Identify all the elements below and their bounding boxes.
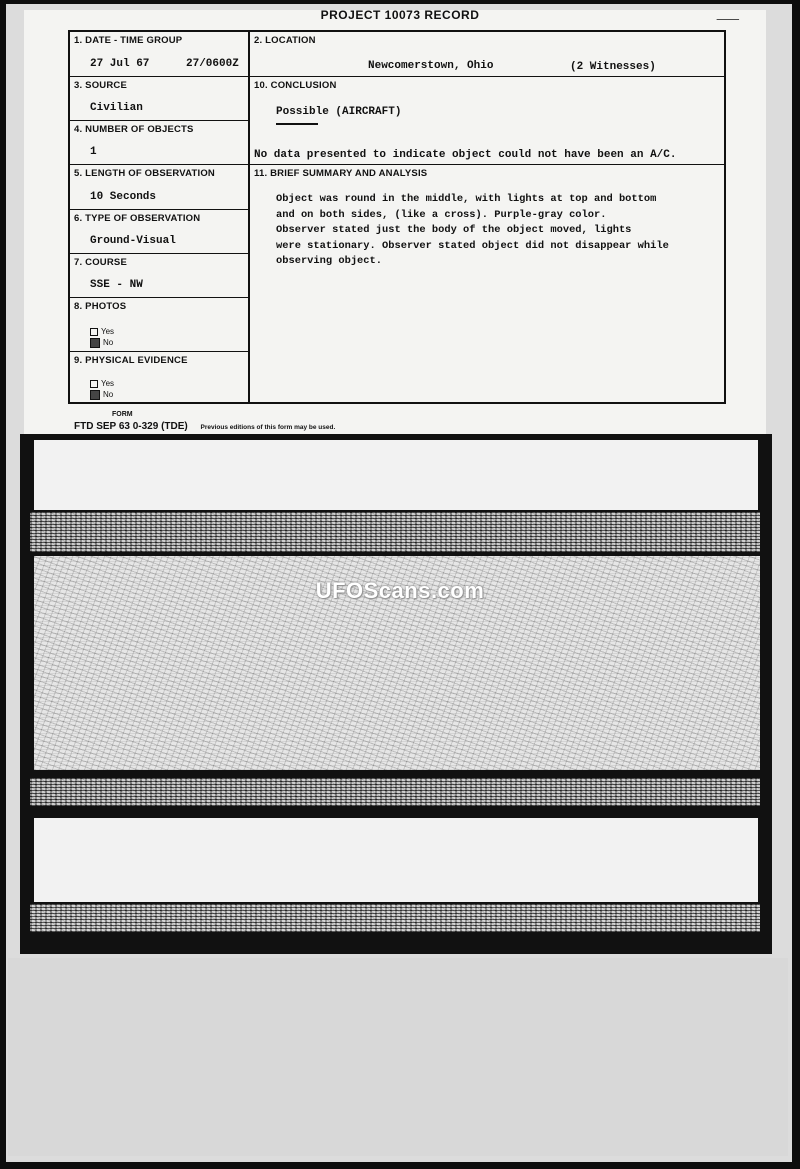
- course-cell: [70, 254, 248, 298]
- conclusion-value: Possible (AIRCRAFT): [276, 106, 402, 118]
- checked-box-icon: [90, 338, 100, 348]
- number-of-objects-label: 4. NUMBER OF OBJECTS: [74, 124, 194, 135]
- physical-evidence-label: 9. PHYSICAL EVIDENCE: [74, 355, 188, 366]
- location-value: Newcomerstown, Ohio: [368, 60, 494, 72]
- source-cell: [70, 77, 248, 121]
- type-of-observation-label: 6. TYPE OF OBSERVATION: [74, 213, 201, 224]
- date-time-cell: [70, 32, 248, 77]
- summary-line: and on both sides, (like a cross). Purple-gray color.: [276, 208, 607, 221]
- summary-line: Object was round in the middle, with lights at top and bottom: [276, 193, 657, 205]
- checkbox-icon: [90, 380, 98, 388]
- form-id: FTD SEP 63 0-329 (TDE): [74, 421, 188, 432]
- form-edition-note: Previous editions of this form may be used.: [200, 424, 336, 431]
- physical-evidence-cell: [70, 352, 248, 404]
- source-label: 3. SOURCE: [74, 80, 128, 91]
- length-of-observation-value: 10 Seconds: [90, 191, 157, 203]
- summary-line: were stationary. Observer stated object did not disappear while: [276, 239, 669, 252]
- noise-band-1: [30, 512, 760, 552]
- record-form: [68, 30, 726, 404]
- location-cell: [250, 32, 724, 77]
- bottom-blank-area: [8, 958, 788, 1156]
- form-word: FORM: [112, 411, 133, 418]
- location-label: 2. LOCATION: [254, 35, 316, 46]
- date-time-label: 1. DATE - TIME GROUP: [74, 35, 183, 46]
- noise-band-2: [30, 778, 760, 806]
- course-value: SSE - NW: [90, 279, 143, 291]
- number-of-objects-cell: [70, 121, 248, 165]
- witnesses-value: (2 Witnesses): [570, 61, 656, 73]
- watermark: UFOScans.com: [315, 578, 485, 603]
- summary-cell: [250, 165, 724, 404]
- physical-evidence-no-option: No: [90, 390, 113, 400]
- photos-yes-option: Yes: [90, 327, 114, 336]
- noise-band-3: [30, 904, 760, 932]
- summary-line: observing object.: [276, 255, 383, 267]
- conclusion-label: 10. CONCLUSION: [254, 80, 337, 91]
- summary-text: [276, 192, 669, 270]
- blank-strip-1: [34, 440, 758, 510]
- physical-evidence-yes-option: Yes: [90, 379, 114, 388]
- record-title: PROJECT 10073 RECORD: [320, 8, 480, 22]
- length-of-observation-label: 5. LENGTH OF OBSERVATION: [74, 168, 215, 179]
- type-of-observation-cell: [70, 210, 248, 254]
- blank-strip-2: [34, 818, 758, 902]
- source-value: Civilian: [90, 102, 143, 114]
- time-value: 27/0600Z: [186, 58, 239, 70]
- right-column: [250, 32, 724, 402]
- left-column: [70, 32, 250, 402]
- conclusion-underline: [276, 123, 318, 125]
- type-of-observation-value: Ground-Visual: [90, 235, 176, 247]
- conclusion-note: No data presented to indicate object could not have been an A/C.: [254, 149, 677, 161]
- photos-cell: [70, 298, 248, 352]
- checkbox-icon: [90, 328, 98, 336]
- length-of-observation-cell: [70, 165, 248, 210]
- number-of-objects-value: 1: [90, 146, 97, 158]
- course-label: 7. COURSE: [74, 257, 128, 268]
- conclusion-cell: [250, 77, 724, 165]
- check-mark-icon: ⸺: [716, 10, 740, 26]
- date-value: 27 Jul 67: [90, 58, 150, 70]
- checked-box-icon: [90, 390, 100, 400]
- summary-label: 11. BRIEF SUMMARY AND ANALYSIS: [254, 168, 428, 179]
- form-footer: [74, 421, 335, 432]
- summary-line: Observer stated just the body of the object moved, lights: [276, 224, 632, 236]
- photos-label: 8. PHOTOS: [74, 301, 127, 312]
- photos-no-option: No: [90, 338, 113, 348]
